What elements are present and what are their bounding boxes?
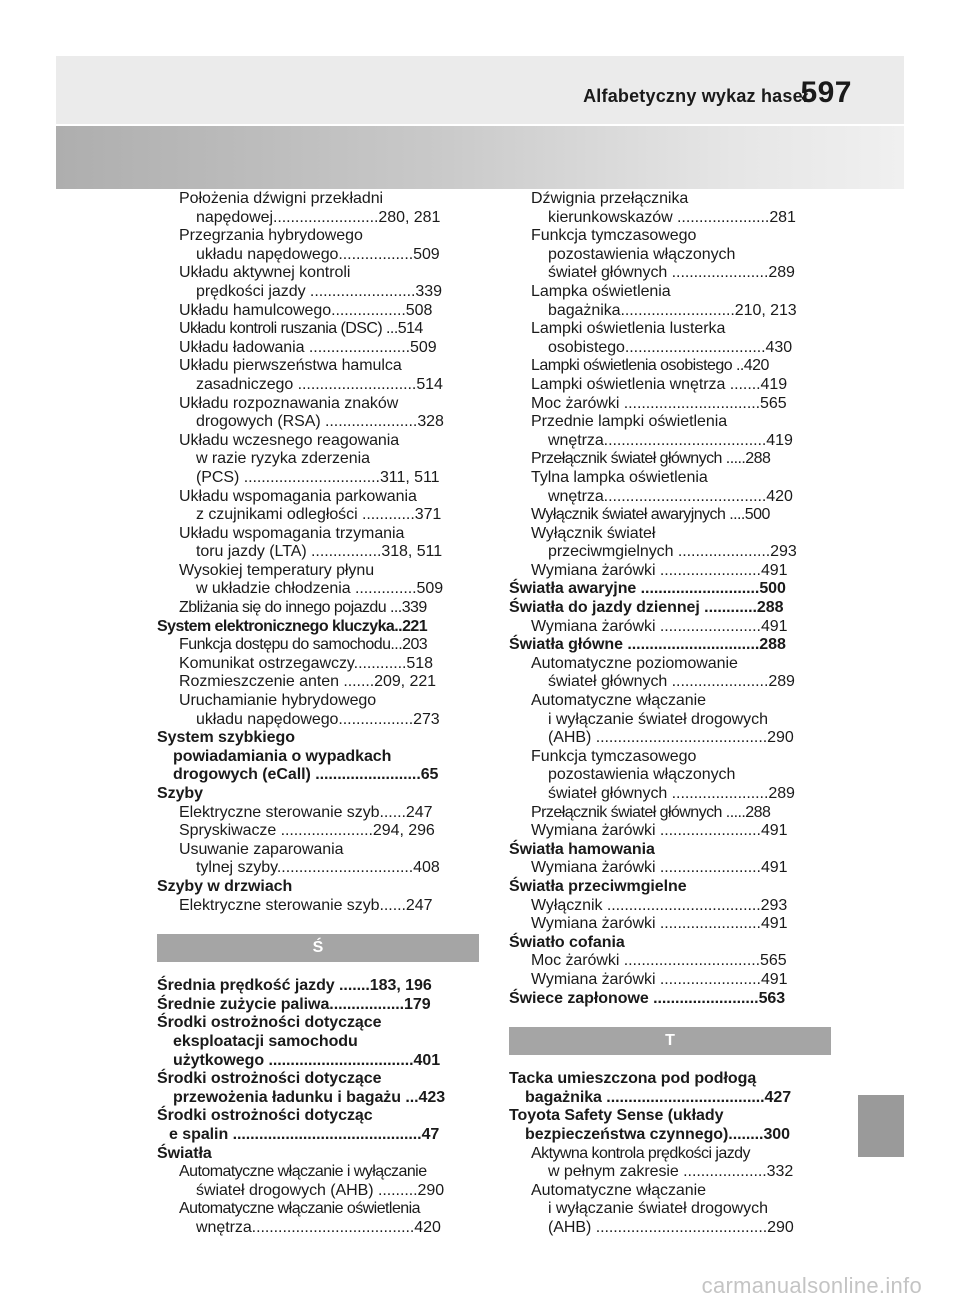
index-section-header: Ś	[157, 934, 479, 962]
index-sub-entry: Układu wspomagania trzymania	[179, 524, 405, 542]
index-sub-entry: (PCS) ...............................311, 511	[196, 468, 440, 486]
index-sub-entry: Wymiana żarówki .......................491	[531, 617, 788, 635]
index-sub-entry: prędkości jazdy ........................339	[196, 282, 442, 300]
index-sub-entry: Wymiana żarówki .......................491	[531, 561, 788, 579]
index-sub-entry: Lampki oświetlenia lusterka	[531, 320, 726, 338]
index-main-entry: drogowych (eCall) ........................65	[173, 766, 439, 784]
index-sub-entry: Lampka oświetlenia	[531, 282, 671, 300]
index-sub-entry: wnętrza.....................................420	[548, 487, 793, 505]
index-sub-entry: Automatyczne włączanie	[531, 692, 706, 710]
index-sub-entry: Wymiana żarówki .......................491	[531, 859, 788, 877]
index-sub-entry: i wyłączanie świateł drogowych	[548, 710, 768, 728]
index-sub-entry: Przełącznik świateł głównych .....288	[531, 450, 771, 468]
index-main-entry: Szyby w drzwiach	[157, 877, 293, 895]
index-sub-entry: z czujnikami odległości ............371	[196, 506, 442, 524]
decorative-gradient-band	[56, 126, 904, 189]
index-sub-entry: tylnej szyby...............................408	[196, 859, 440, 877]
index-main-entry: bagażnika ....................................427	[525, 1088, 792, 1106]
index-main-entry: System elektronicznego kluczyka..221	[157, 617, 428, 635]
index-main-entry: Światła hamowania	[509, 840, 655, 858]
index-sub-entry: kierunkowskazów .....................281	[548, 208, 796, 226]
index-sub-entry: Automatyczne poziomowanie	[531, 654, 738, 672]
index-sub-entry: Układu hamulcowego.................508	[179, 301, 433, 319]
index-sub-entry: układu napędowego.................273	[196, 710, 440, 728]
index-sub-entry: Funkcja tymczasowego	[531, 747, 697, 765]
index-sub-entry: Lampki oświetlenia osobistego ..420	[531, 357, 769, 375]
index-sub-entry: świateł drogowych (AHB) .........290	[196, 1181, 445, 1199]
index-main-entry: Światło cofania	[509, 933, 625, 951]
page-number: 597	[800, 76, 852, 109]
index-main-entry: Średnia prędkość jazdy .......183, 196	[157, 977, 432, 995]
index-main-entry: Tacka umieszczona pod podłogą	[509, 1070, 757, 1088]
index-sub-entry: Funkcja tymczasowego	[531, 227, 697, 245]
index-main-entry: przewożenia ładunku i bagażu ...423	[173, 1088, 446, 1106]
index-sub-entry: Układu aktywnej kontroli	[179, 264, 351, 282]
index-sub-entry: Układu wspomagania parkowania	[179, 487, 417, 505]
index-column-right	[509, 190, 831, 1237]
index-sub-entry: Dźwignia przełącznika	[531, 190, 689, 207]
index-sub-entry: Aktywna kontrola prędkości jazdy	[531, 1144, 750, 1162]
index-sub-entry: Układu kontroli ruszania (DSC) ...514	[179, 320, 423, 338]
index-sub-entry: Układu wczesnego reagowania	[179, 431, 400, 449]
index-sub-entry: Wyłącznik świateł	[531, 524, 656, 542]
index-main-entry: Światła do jazdy dziennej ............288	[509, 599, 784, 617]
index-sub-entry: wnętrza.....................................419	[548, 431, 793, 449]
index-sub-entry: Zbliżania się do innego pojazdu ...339	[179, 599, 427, 617]
index-sub-entry: układu napędowego.................509	[196, 245, 440, 263]
index-sub-entry: Automatyczne włączanie i wyłączanie	[179, 1163, 427, 1181]
index-sub-entry: Komunikat ostrzegawczy............518	[179, 654, 433, 672]
index-main-entry: Światła awaryjne ...........................500	[509, 580, 786, 598]
index-sub-entry: Przegrzania hybrydowego	[179, 227, 363, 245]
index-sub-entry: pozostawienia włączonych	[548, 766, 736, 784]
watermark-text: carmanualsonline.info	[701, 1273, 922, 1298]
index-sub-entry: Wymiana żarówki .......................491	[531, 970, 788, 988]
index-sub-entry: Elektryczne sterowanie szyb......247	[179, 803, 433, 821]
index-sub-entry: Automatyczne włączanie	[531, 1181, 706, 1199]
index-sub-entry: Przednie lampki oświetlenia	[531, 413, 728, 431]
index-sub-entry: Tylna lampka oświetlenia	[531, 468, 708, 486]
index-section-header: T	[509, 1027, 831, 1055]
index-sub-entry: w razie ryzyka zderzenia	[196, 450, 370, 468]
index-sub-entry: w układzie chłodzenia ..............509	[196, 580, 444, 598]
index-sub-entry: Usuwanie zaparowania	[179, 840, 344, 858]
index-sub-entry: Przełącznik świateł głównych .....288	[531, 803, 771, 821]
index-sub-entry: Układu ładowania .......................509	[179, 338, 437, 356]
index-sub-entry: Spryskiwacze .....................294, 296	[179, 822, 435, 840]
index-sub-entry: Położenia dźwigni przekładni	[179, 190, 384, 207]
page-header-title: Alfabetyczny wykaz haseł	[583, 86, 808, 106]
index-sub-entry: wnętrza.....................................420	[196, 1218, 441, 1236]
index-main-entry: Światła przeciwmgielne	[509, 877, 687, 895]
index-sub-entry: Elektryczne sterowanie szyb......247	[179, 896, 433, 914]
index-sub-entry: (AHB) .......................................290	[548, 729, 794, 747]
index-main-entry: powiadamiania o wypadkach	[173, 747, 392, 765]
index-sub-entry: Automatyczne włączanie oświetlenia	[179, 1200, 420, 1218]
index-main-entry: Światła	[157, 1144, 212, 1162]
index-sub-entry: zasadniczego ...........................514	[196, 375, 443, 393]
index-main-entry: System szybkiego	[157, 729, 295, 747]
index-sub-entry: napędowej........................280, 281	[196, 208, 441, 226]
index-sub-entry: bagażnika..........................210, 213	[548, 301, 797, 319]
index-main-entry: Szyby	[157, 785, 203, 802]
index-sub-entry: Rozmieszczenie anten .......209, 221	[179, 673, 437, 691]
index-main-entry: Świece zapłonowe ........................563	[509, 989, 786, 1007]
index-sub-entry: drogowych (RSA) .....................328	[196, 413, 444, 431]
index-main-entry: Środki ostrożności dotyczące	[157, 1014, 382, 1032]
index-sub-entry: Układu pierwszeństwa hamulca	[179, 357, 402, 375]
index-sub-entry: i wyłączanie świateł drogowych	[548, 1200, 768, 1218]
index-sub-entry: Moc żarówki ...............................565	[531, 394, 787, 412]
index-column-left	[157, 190, 479, 1237]
index-sub-entry: Wyłącznik świateł awaryjnych ....500	[531, 506, 770, 524]
index-sub-entry: Wysokiej temperatury płynu	[179, 561, 375, 579]
index-main-entry: Środki ostrożności dotyczące	[157, 1070, 382, 1088]
index-sub-entry: toru jazdy (LTA) ................318, 511	[196, 543, 443, 561]
index-main-entry: Środki ostrożności dotycząc	[157, 1107, 373, 1125]
chapter-thumb-tab	[858, 1095, 904, 1157]
index-sub-entry: świateł głównych ......................289	[548, 264, 795, 282]
index-sub-entry: Lampki oświetlenia wnętrza .......419	[531, 375, 788, 393]
index-main-entry: eksploatacji samochodu	[173, 1032, 358, 1050]
index-sub-entry: świateł głównych ......................289	[548, 673, 795, 691]
index-sub-entry: Wymiana żarówki .......................491	[531, 822, 788, 840]
index-main-entry: Toyota Safety Sense (układy	[509, 1107, 724, 1125]
index-sub-entry: świateł głównych ......................289	[548, 785, 795, 802]
index-sub-entry: Wyłącznik ...................................293	[531, 896, 788, 914]
index-sub-entry: w pełnym zakresie ...................332	[548, 1163, 794, 1181]
index-main-entry: e spalin ...........................................47	[169, 1125, 440, 1143]
index-sub-entry: (AHB) .......................................290	[548, 1218, 794, 1236]
index-sub-entry: Wymiana żarówki .......................491	[531, 915, 788, 933]
index-main-entry: Średnie zużycie paliwa.................179	[157, 995, 431, 1013]
index-sub-entry: osobistego................................430	[548, 338, 793, 356]
index-sub-entry: przeciwmgielnych .....................293	[548, 543, 797, 561]
index-sub-entry: Moc żarówki ...............................565	[531, 952, 787, 970]
index-main-entry: bezpieczeństwa czynnego)........300	[525, 1125, 791, 1143]
index-sub-entry: Układu rozpoznawania znaków	[179, 394, 399, 412]
index-main-entry: Światła główne ..............................288	[509, 636, 786, 654]
index-sub-entry: Funkcja dostępu do samochodu...203	[179, 636, 428, 654]
index-sub-entry: pozostawienia włączonych	[548, 245, 736, 263]
index-sub-entry: Uruchamianie hybrydowego	[179, 692, 377, 710]
index-main-entry: użytkowego .................................401	[173, 1051, 441, 1069]
